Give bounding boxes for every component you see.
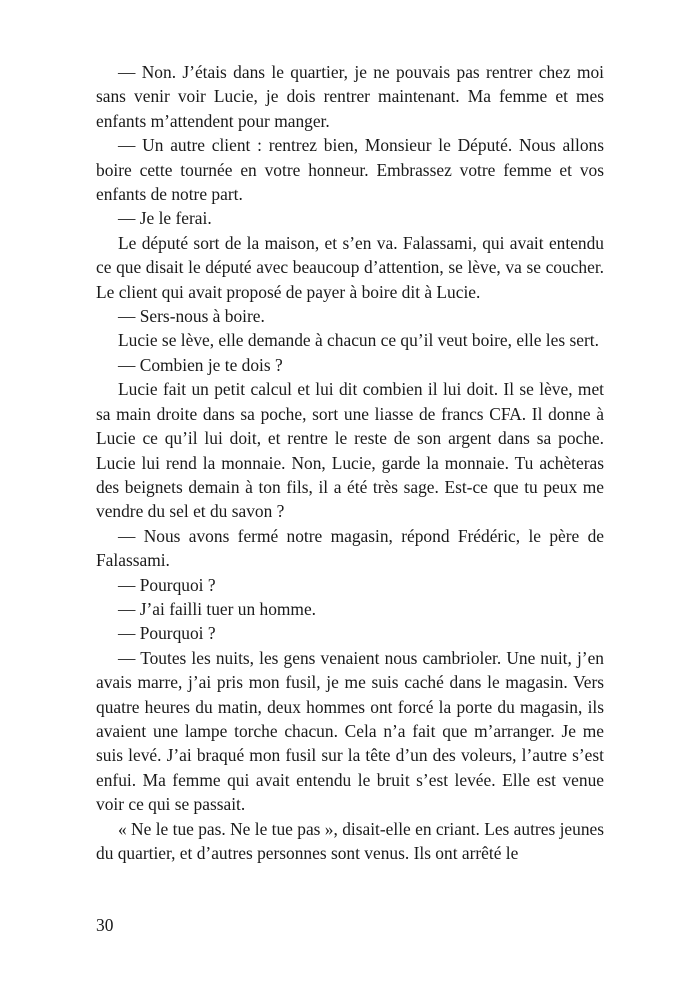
paragraph-13: — Toutes les nuits, les gens venaient nous cambrioler. Une nuit, j’en avais marre, j’ai pris mon fusil, je me suis caché dans le magasin. Vers quatre heures du matin, deux hommes ont forcé la porte du magasin, ils avaient une lampe torche chacun. Cela n’a fait que m’arranger. Je me suis levé. J’ai braqué mon fusil sur la tête d’un des voleurs, l’autre s’est enfui. Ma femme qui avait entendu le bruit s’est levée. Elle est venue voir ce qui se passait. <box>96 647 604 815</box>
body-text <box>96 60 604 865</box>
paragraph-7: — Combien je te dois ? <box>118 354 283 375</box>
paragraph-1: — Non. J’étais dans le quartier, je ne pouvais pas rentrer chez moi sans venir voir Lucie, je dois rentrer maintenant. Ma femme et mes enfants m’attendent pour manger. <box>96 62 604 131</box>
paragraph-3: — Je le ferai. <box>118 208 212 229</box>
paragraph-10: — Pourquoi ? <box>118 574 216 595</box>
paragraph-14: « Ne le tue pas. Ne le tue pas », disait-elle en criant. Les autres jeunes du quartier, et d’autres personnes sont venus. Ils ont arrêté le <box>96 818 604 863</box>
paragraph-12: — Pourquoi ? <box>118 623 216 644</box>
page-number: 30 <box>96 915 114 935</box>
paragraph-6: Lucie se lève, elle demande à chacun ce qu’il veut boire, elle les sert. <box>118 330 599 351</box>
paragraph-2: — Un autre client : rentrez bien, Monsieur le Député. Nous allons boire cette tournée en votre honneur. Embrassez votre femme et vos enfants de notre part. <box>96 135 604 205</box>
paragraph-4: Le député sort de la maison, et s’en va. Falassami, qui avait entendu ce que disait le député avec beaucoup d’attention, se lève, va se coucher. Le client qui avait proposé de payer à boire dit à Lucie. <box>96 232 604 302</box>
paragraph-8: Lucie fait un petit calcul et lui dit combien il lui doit. Il se lève, met sa main droite dans sa poche, sort une liasse de francs CFA. Il donne à Lucie ce qu’il lui doit, et rentre le reste de son argent dans sa poche. Lucie lui rend la monnaie. Non, Lucie, garde la monnaie. Tu achèteras des beignets demain à ton fils, il a été très sage. Est-ce que tu peux me vendre du sel et du savon ? <box>96 379 604 522</box>
paragraph-11: — J’ai failli tuer un homme. <box>118 598 317 619</box>
paragraph-5: — Sers-nous à boire. <box>118 306 265 327</box>
paragraph-9: — Nous avons fermé notre magasin, répond Frédéric, le père de Falassami. <box>96 525 604 571</box>
